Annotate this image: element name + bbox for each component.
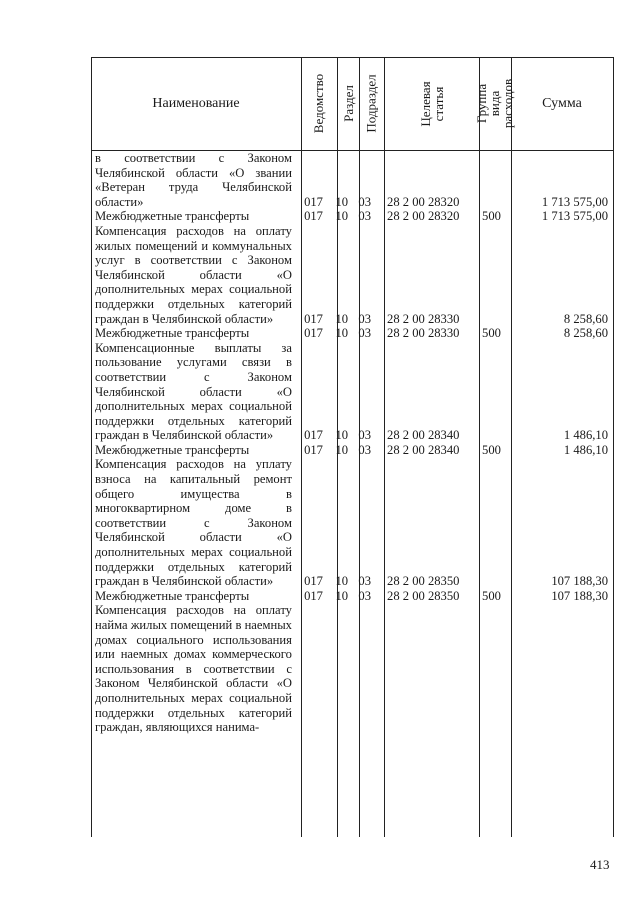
row-summa-cell: 107 188,30 <box>551 588 608 603</box>
row-vedomstvo-cell: 017 <box>304 326 323 341</box>
row-razdel-cell: 10 <box>335 194 349 209</box>
table-body <box>91 151 613 735</box>
table-row <box>91 151 613 209</box>
row-name-cell: Межбюджетные трансферты <box>95 326 250 341</box>
row-vedomstvo-cell <box>296 603 331 734</box>
row-celevaya-cell: 28 2 00 28320 <box>387 209 460 224</box>
table-row <box>91 443 613 458</box>
row-gruppa-cell <box>470 224 514 326</box>
row-podrazdel-cell: 03 <box>358 428 372 443</box>
row-name-cell: Компенсация расходов на оплату жилых помещений и коммунальных услуг в соответствии с Законом Челябинской области «О дополнительных мерах социальной поддержки отдельных категорий граждан в Челябинской области» <box>95 223 292 326</box>
row-summa-cell: 107 188,30 <box>551 574 608 589</box>
row-summa-cell: 8 258,60 <box>563 311 608 326</box>
row-gruppa-cell: 500 <box>482 326 501 341</box>
row-vedomstvo-cell: 017 <box>304 209 323 224</box>
row-summa-cell: 8 258,60 <box>563 326 608 341</box>
row-celevaya-cell: 28 2 00 28340 <box>387 442 460 457</box>
header-razdel: Раздел <box>340 85 356 122</box>
header-celevaya: Целевая статья <box>417 80 446 127</box>
row-vedomstvo-cell: 017 <box>304 442 323 457</box>
row-celevaya-cell: 28 2 00 28330 <box>387 311 460 326</box>
header-gruppa: Группа вида расходов <box>474 78 516 129</box>
row-summa-cell <box>513 603 613 734</box>
table-row <box>91 457 613 588</box>
header-podrazdel: Подраздел <box>364 74 380 133</box>
row-podrazdel-cell: 03 <box>358 194 372 209</box>
row-celevaya-cell: 28 2 00 28350 <box>387 588 460 603</box>
row-name-cell: Межбюджетные трансферты <box>95 588 250 603</box>
row-podrazdel-cell: 03 <box>358 209 372 224</box>
row-name-cell: Компенсация расходов на оплату найма жилых помещений в наемных домах социального использования или наемных домах коммерческого использования в соответствии с Законом Челябинской области «О дополнительных мерах социальной поддержки отдельных категорий граждан, являющихся нанима- <box>95 603 292 735</box>
row-summa-cell: 1 486,10 <box>563 442 608 457</box>
row-summa-cell: 1 486,10 <box>563 428 608 443</box>
row-celevaya-cell: 28 2 00 28350 <box>387 574 460 589</box>
row-razdel-cell: 10 <box>335 209 349 224</box>
header-name: Наименование <box>152 95 240 111</box>
row-gruppa-cell <box>470 151 514 209</box>
table-row <box>91 341 613 443</box>
row-gruppa-cell <box>470 603 514 734</box>
row-podrazdel-cell <box>353 603 377 734</box>
table-border-right <box>613 57 614 837</box>
table-row <box>91 603 613 734</box>
row-celevaya-cell: 28 2 00 28330 <box>387 326 460 341</box>
row-razdel-cell: 10 <box>335 311 349 326</box>
row-name-cell: в соответствии с Законом Челябинской области «О звании «Ветеран труда Челябинской области» <box>95 151 292 209</box>
row-vedomstvo-cell: 017 <box>304 428 323 443</box>
table-row <box>91 326 613 341</box>
row-gruppa-cell <box>470 341 514 443</box>
row-podrazdel-cell: 03 <box>358 442 372 457</box>
row-gruppa-cell: 500 <box>482 442 501 457</box>
row-razdel-cell: 10 <box>335 326 349 341</box>
header-summa: Сумма <box>542 95 582 111</box>
table-row <box>91 209 613 224</box>
row-vedomstvo-cell: 017 <box>304 311 323 326</box>
row-gruppa-cell: 500 <box>482 209 501 224</box>
header-vedomstvo: Ведомство <box>311 73 327 134</box>
row-podrazdel-cell: 03 <box>358 574 372 589</box>
row-summa-cell: 1 713 575,00 <box>541 209 608 224</box>
row-celevaya-cell <box>377 603 470 734</box>
row-razdel-cell: 10 <box>335 442 349 457</box>
row-celevaya-cell: 28 2 00 28340 <box>387 428 460 443</box>
row-razdel-cell <box>331 603 352 734</box>
row-celevaya-cell: 28 2 00 28320 <box>387 194 460 209</box>
row-podrazdel-cell: 03 <box>358 588 372 603</box>
row-razdel-cell: 10 <box>335 588 349 603</box>
row-vedomstvo-cell: 017 <box>304 574 323 589</box>
row-vedomstvo-cell: 017 <box>304 588 323 603</box>
row-name-cell: Компенсация расходов на уплату взноса на капитальный ремонт общего имущества в многоквартирном доме в соответствии с Законом Челябинской области «О дополнительных мерах социальной поддержки отдельных категорий граждан в Челябинской области» <box>95 457 292 589</box>
table-row <box>91 589 613 604</box>
table-row <box>91 224 613 326</box>
row-razdel-cell: 10 <box>335 428 349 443</box>
row-razdel-cell: 10 <box>335 574 349 589</box>
row-name-cell: Компенсационные выплаты за пользование услугами связи в соответствии с Законом Челябинской области «О дополнительных мерах социальной поддержки отдельных категорий граждан в Челябинской области» <box>95 340 292 443</box>
row-name-cell: Межбюджетные трансферты <box>95 209 250 224</box>
row-summa-cell: 1 713 575,00 <box>541 194 608 209</box>
row-podrazdel-cell: 03 <box>358 326 372 341</box>
row-gruppa-cell <box>470 457 514 588</box>
row-podrazdel-cell: 03 <box>358 311 372 326</box>
row-vedomstvo-cell: 017 <box>304 194 323 209</box>
row-name-cell: Межбюджетные трансферты <box>95 442 250 457</box>
page-number: 413 <box>590 857 610 872</box>
budget-table <box>91 57 613 837</box>
row-gruppa-cell: 500 <box>482 588 501 603</box>
